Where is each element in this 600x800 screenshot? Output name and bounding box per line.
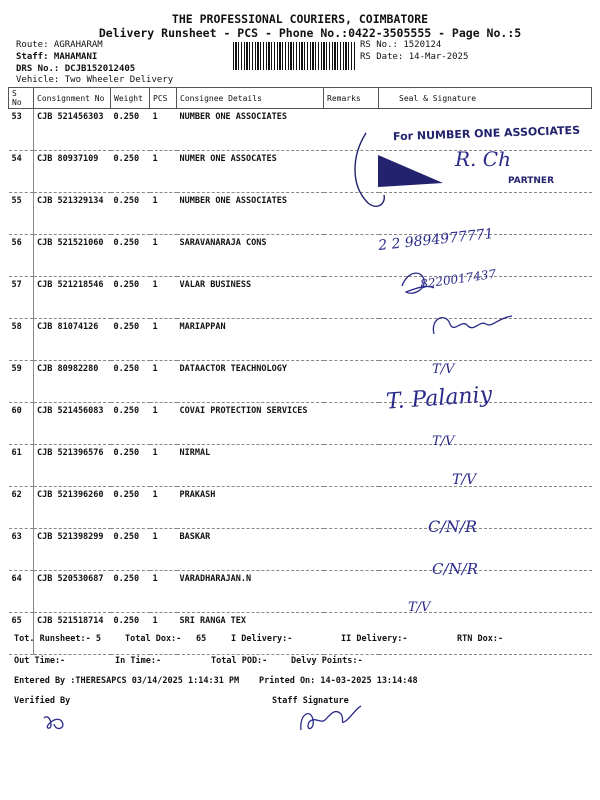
pieces: 1 bbox=[150, 319, 177, 361]
remarks-cell bbox=[324, 235, 379, 277]
signature-row54: R. Ch bbox=[455, 147, 511, 171]
remarks-cell bbox=[324, 571, 379, 613]
remarks-cell bbox=[324, 487, 379, 529]
signature-row60: T. Palaniy bbox=[385, 382, 493, 415]
col-consignee: Consignee Details bbox=[177, 88, 324, 109]
consignee-name: DATAACTOR TEACHNOLOGY bbox=[177, 361, 324, 403]
col-sno: S No bbox=[9, 88, 34, 109]
table-row bbox=[9, 529, 592, 571]
consignee-name: BASKAR bbox=[177, 529, 324, 571]
pieces: 1 bbox=[150, 277, 177, 319]
rtn-dox: RTN Dox:- bbox=[457, 634, 504, 644]
table-row bbox=[9, 403, 592, 445]
pieces: 1 bbox=[150, 151, 177, 193]
consignment-number: CJB 521521060 bbox=[34, 235, 111, 277]
consignment-number: CJB 81074126 bbox=[34, 319, 111, 361]
weight: 0.250 bbox=[111, 403, 150, 445]
consignment-number: CJB 521396260 bbox=[34, 487, 111, 529]
signature-row57-mark bbox=[398, 266, 438, 302]
pieces: 1 bbox=[150, 571, 177, 613]
remarks-cell bbox=[324, 445, 379, 487]
out-time: Out Time:- bbox=[14, 656, 66, 666]
vehicle: Vehicle: Two Wheeler Delivery bbox=[16, 75, 174, 85]
total-pod: Total POD:- bbox=[211, 656, 268, 666]
weight: 0.250 bbox=[111, 235, 150, 277]
table-row bbox=[9, 361, 592, 403]
consignee-name: SRI RANGA TEX bbox=[177, 613, 324, 655]
runsheet-table bbox=[8, 87, 592, 655]
company-stamp: For NUMBER ONE ASSOCIATES bbox=[392, 123, 581, 144]
weight: 0.250 bbox=[111, 193, 150, 235]
total-runsheet: Tot. Runsheet:- 5 bbox=[14, 634, 101, 644]
consignment-number: CJB 521456303 bbox=[34, 109, 111, 151]
consignee-name: NIRMAL bbox=[177, 445, 324, 487]
rs-number: RS No.: 1520124 bbox=[360, 40, 442, 50]
serial-number: 60 bbox=[9, 403, 34, 445]
consignment-number: CJB 521518714 bbox=[34, 613, 111, 655]
verified-by: Verified By bbox=[14, 696, 71, 706]
delivery-points: Delvy Points:- bbox=[291, 656, 363, 666]
signature-row61: T/V bbox=[432, 434, 455, 449]
table-row bbox=[9, 445, 592, 487]
consignee-name: MARIAPPAN bbox=[177, 319, 324, 361]
pieces: 1 bbox=[150, 109, 177, 151]
remarks-cell bbox=[324, 277, 379, 319]
i-delivery: I Delivery:- bbox=[231, 634, 293, 644]
staff: Staff: MAHAMANI bbox=[16, 52, 98, 62]
table-header-row bbox=[9, 88, 592, 109]
table-row bbox=[9, 487, 592, 529]
col-consignment: Consignment No bbox=[34, 88, 111, 109]
weight: 0.250 bbox=[111, 487, 150, 529]
serial-number: 64 bbox=[9, 571, 34, 613]
weight: 0.250 bbox=[111, 445, 150, 487]
pieces: 1 bbox=[150, 445, 177, 487]
serial-number: 54 bbox=[9, 151, 34, 193]
pieces: 1 bbox=[150, 613, 177, 655]
runsheet-title: Delivery Runsheet - PCS - Phone No.:0422-3505555 - Page No.:5 bbox=[98, 26, 522, 40]
consignee-name: NUMER ONE ASSOCATES bbox=[177, 151, 324, 193]
consignment-number: CJB 521218546 bbox=[34, 277, 111, 319]
route: Route: AGRAHARAM bbox=[16, 40, 103, 50]
remarks-cell bbox=[324, 319, 379, 361]
pieces: 1 bbox=[150, 403, 177, 445]
consignee-name: SARAVANARAJA CONS bbox=[177, 235, 324, 277]
serial-number: 56 bbox=[9, 235, 34, 277]
consignment-number: CJB 521456083 bbox=[34, 403, 111, 445]
drs-number: DRS No.: DCJB152012405 bbox=[16, 64, 136, 74]
consignment-number: CJB 521396576 bbox=[34, 445, 111, 487]
weight: 0.250 bbox=[111, 361, 150, 403]
stamp-partner: PARTNER bbox=[508, 176, 555, 186]
remarks-cell bbox=[324, 529, 379, 571]
consignment-number: CJB 80982280 bbox=[34, 361, 111, 403]
in-time: In Time:- bbox=[115, 656, 162, 666]
consignee-name: VALAR BUSINESS bbox=[177, 277, 324, 319]
col-seal: Seal & Signature bbox=[379, 88, 592, 109]
weight: 0.250 bbox=[111, 529, 150, 571]
consignment-number: CJB 521398299 bbox=[34, 529, 111, 571]
pieces: 1 bbox=[150, 193, 177, 235]
staff-signature bbox=[295, 700, 365, 738]
seal-signature-cell bbox=[379, 529, 592, 571]
pieces: 1 bbox=[150, 361, 177, 403]
remarks-cell bbox=[324, 361, 379, 403]
rs-date: RS Date: 14-Mar-2025 bbox=[360, 52, 469, 62]
pieces: 1 bbox=[150, 487, 177, 529]
consignee-name: NUMBER ONE ASSOCIATES bbox=[177, 193, 324, 235]
total-dox-label: Total Dox:- bbox=[125, 634, 182, 644]
remarks-cell bbox=[324, 403, 379, 445]
stamp-ink-mark bbox=[348, 125, 458, 215]
consignment-number: CJB 520530687 bbox=[34, 571, 111, 613]
weight: 0.250 bbox=[111, 613, 150, 655]
signature-row65: T/V bbox=[408, 600, 431, 615]
serial-number: 57 bbox=[9, 277, 34, 319]
weight: 0.250 bbox=[111, 319, 150, 361]
staff-signature-label: Staff Signature bbox=[272, 696, 349, 706]
consignment-number: CJB 80937109 bbox=[34, 151, 111, 193]
signature-row56: 2 2 9894977771 bbox=[377, 225, 495, 255]
signature-row64: C/N/R bbox=[432, 560, 479, 578]
ii-delivery: II Delivery:- bbox=[341, 634, 408, 644]
consignee-name: PRAKASH bbox=[177, 487, 324, 529]
signature-row57: 8220017437 bbox=[419, 266, 497, 292]
seal-signature-cell bbox=[379, 445, 592, 487]
table-row bbox=[9, 571, 592, 613]
seal-signature-cell bbox=[379, 487, 592, 529]
barcode bbox=[233, 42, 355, 70]
table-row bbox=[9, 235, 592, 277]
table-row bbox=[9, 193, 592, 235]
signature-row63: C/N/R bbox=[428, 517, 478, 536]
serial-number: 62 bbox=[9, 487, 34, 529]
weight: 0.250 bbox=[111, 277, 150, 319]
serial-number: 55 bbox=[9, 193, 34, 235]
serial-number: 63 bbox=[9, 529, 34, 571]
consignee-name: NUMBER ONE ASSOCIATES bbox=[177, 109, 324, 151]
signature-row62: T/V bbox=[452, 472, 477, 488]
company-title: THE PROFESSIONAL COURIERS, COIMBATORE bbox=[171, 12, 429, 26]
col-pcs: PCS bbox=[150, 88, 177, 109]
serial-number: 65 bbox=[9, 613, 34, 655]
entered-by: Entered By :THERESAPCS 03/14/2025 1:14:31 PM bbox=[14, 676, 240, 686]
signature-row58 bbox=[428, 308, 518, 342]
weight: 0.250 bbox=[111, 151, 150, 193]
weight: 0.250 bbox=[111, 571, 150, 613]
signature-row59: T/V bbox=[432, 362, 455, 377]
serial-number: 53 bbox=[9, 109, 34, 151]
pieces: 1 bbox=[150, 529, 177, 571]
consignment-number: CJB 521329134 bbox=[34, 193, 111, 235]
col-weight: Weight bbox=[111, 88, 150, 109]
total-dox-value: 65 bbox=[196, 634, 207, 644]
verifier-signature bbox=[40, 710, 70, 734]
serial-number: 59 bbox=[9, 361, 34, 403]
weight: 0.250 bbox=[111, 109, 150, 151]
consignee-name: VARADHARAJAN.N bbox=[177, 571, 324, 613]
consignee-name: COVAI PROTECTION SERVICES bbox=[177, 403, 324, 445]
serial-number: 58 bbox=[9, 319, 34, 361]
serial-number: 61 bbox=[9, 445, 34, 487]
col-remarks: Remarks bbox=[324, 88, 379, 109]
printed-on: Printed On: 14-03-2025 13:14:48 bbox=[259, 676, 418, 686]
pieces: 1 bbox=[150, 235, 177, 277]
